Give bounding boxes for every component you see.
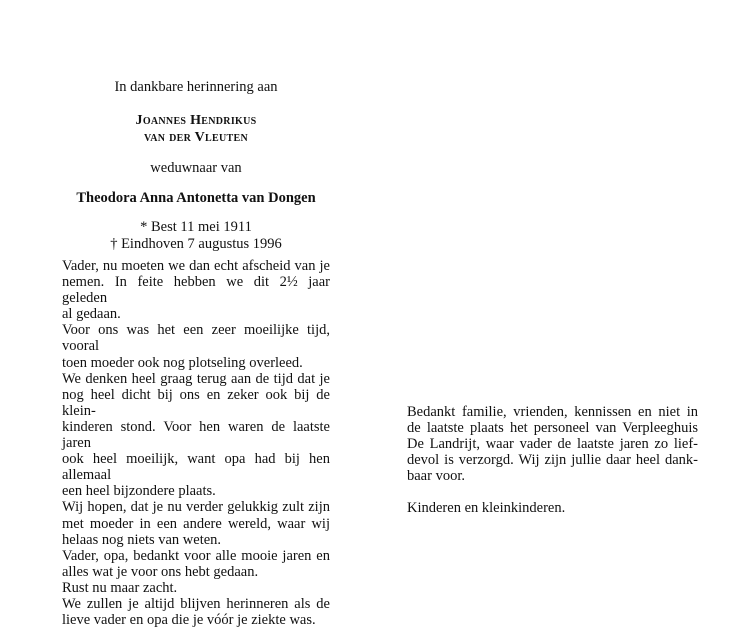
intro-text: In dankbare herinnering aan <box>114 79 278 95</box>
farewell-line: ook heel moeilijk, want opa had bij hen allemaal <box>62 451 330 484</box>
farewell-line: alles wat je voor ons hebt gedaan. <box>62 563 259 580</box>
farewell-line: Vader, nu moeten we dan echt afscheid van je <box>62 258 330 274</box>
farewell-line: kinderen stond. Voor hen waren de laatste jaren <box>62 418 330 452</box>
farewell-line: Vader, opa, bedankt voor alle mooie jaren en <box>62 547 330 564</box>
life-dates <box>62 219 330 253</box>
farewell-line: helaas nog niets van weten. <box>62 531 222 548</box>
farewell-line: We zullen je altijd blijven herinneren als de <box>62 595 330 612</box>
farewell-line: met moeder in een andere wereld, waar wij <box>62 515 330 532</box>
death-date: † Eindhoven 7 augustus 1996 <box>110 236 282 252</box>
thanks-line: devol is verzorgd. Wij zijn jullie daar heel dank- <box>407 452 698 469</box>
widower-text: weduwnaar van <box>150 160 242 176</box>
thanks-line: Bedankt familie, vrienden, kennissen en niet in <box>407 404 698 420</box>
deceased-name-line1: Joannes Hendrikus <box>135 113 257 128</box>
thanks-text <box>407 404 698 517</box>
farewell-line: We denken heel graag terug aan de tijd dat je <box>62 370 330 387</box>
spouse-name: Theodora Anna Antonetta van Dongen <box>76 190 316 206</box>
farewell-line: Voor ons was het een zeer moeilijke tijd, vooral <box>62 322 330 355</box>
deceased-name-line2: van der Vleuten <box>144 130 248 145</box>
thanks-line: de laatste plaats het personeel van Verpleeghuis <box>407 420 698 437</box>
birth-date: * Best 11 mei 1911 <box>140 219 252 235</box>
farewell-line: Wij hopen, dat je nu verder gelukkig zult zijn <box>62 499 330 516</box>
farewell-line: nog heel dicht bij ons en zeker ook bij de klein- <box>62 386 330 419</box>
memorial-header <box>62 78 330 253</box>
farewell-line: lieve vader en opa die je vóór je ziekte was. <box>62 612 316 628</box>
farewell-line: Rust nu maar zacht. <box>62 579 178 596</box>
thanks-line: baar voor. <box>407 468 465 485</box>
signoff-text: Kinderen en kleinkinderen. <box>407 500 566 517</box>
farewell-line: nemen. In feite hebben we dit 2½ jaar geleden <box>62 274 330 307</box>
thanks-line: De Landrijt, waar vader de laatste jaren zo lief- <box>407 436 698 453</box>
farewell-line: al gedaan. <box>62 306 121 323</box>
farewell-line: een heel bijzondere plaats. <box>62 483 216 500</box>
farewell-line: toen moeder ook nog plotseling overleed. <box>62 354 303 371</box>
deceased-name <box>62 112 330 146</box>
